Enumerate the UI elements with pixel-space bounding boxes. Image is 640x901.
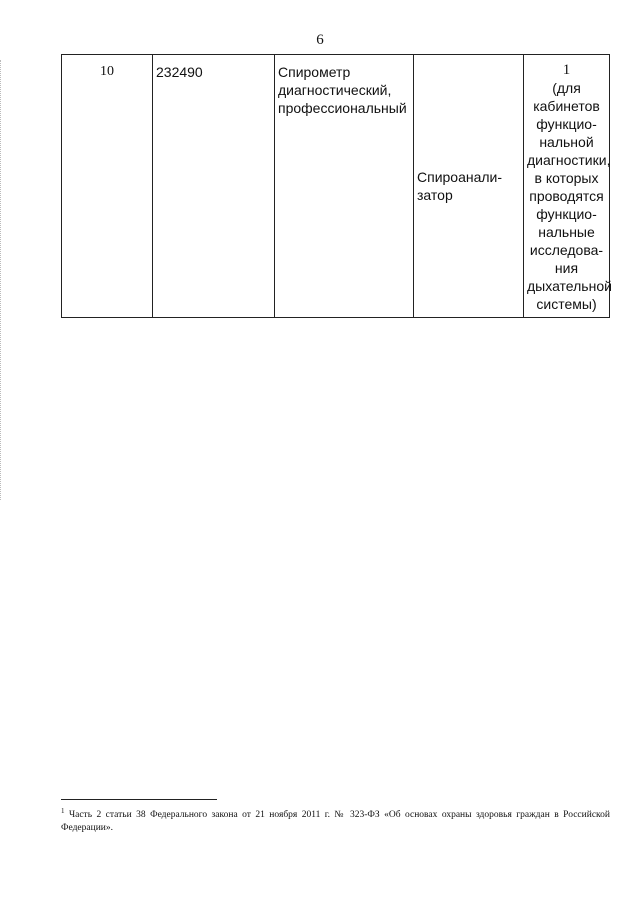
cell-type-text: Спироанали- затор [417, 169, 503, 203]
cell-quantity [524, 55, 610, 318]
cell-code: 232490 [153, 55, 275, 318]
quantity-count: 1 [562, 62, 571, 78]
cell-name: Спирометр диагностический, профессиональный [275, 55, 414, 318]
scan-edge-artifact [0, 60, 3, 500]
table-row [62, 55, 610, 318]
cell-type [414, 55, 524, 318]
footnote-marker: 1 [61, 807, 65, 815]
footnote [61, 805, 610, 835]
cell-number: 10 [62, 55, 153, 318]
footnote-text: Часть 2 статьи 38 Федерального закона от 21 ноября 2011 г. № 323-ФЗ «Об основах охраны здоровья граждан в Российской Федерации». [61, 810, 610, 834]
equipment-table [61, 54, 610, 318]
footnote-separator [61, 799, 217, 800]
page-number: 6 [316, 32, 324, 48]
quantity-note: (для кабинетов функцио- нальной диагностики, в которых проводятся функцио- нальные исследова- ния дыхательной системы) [527, 80, 612, 312]
